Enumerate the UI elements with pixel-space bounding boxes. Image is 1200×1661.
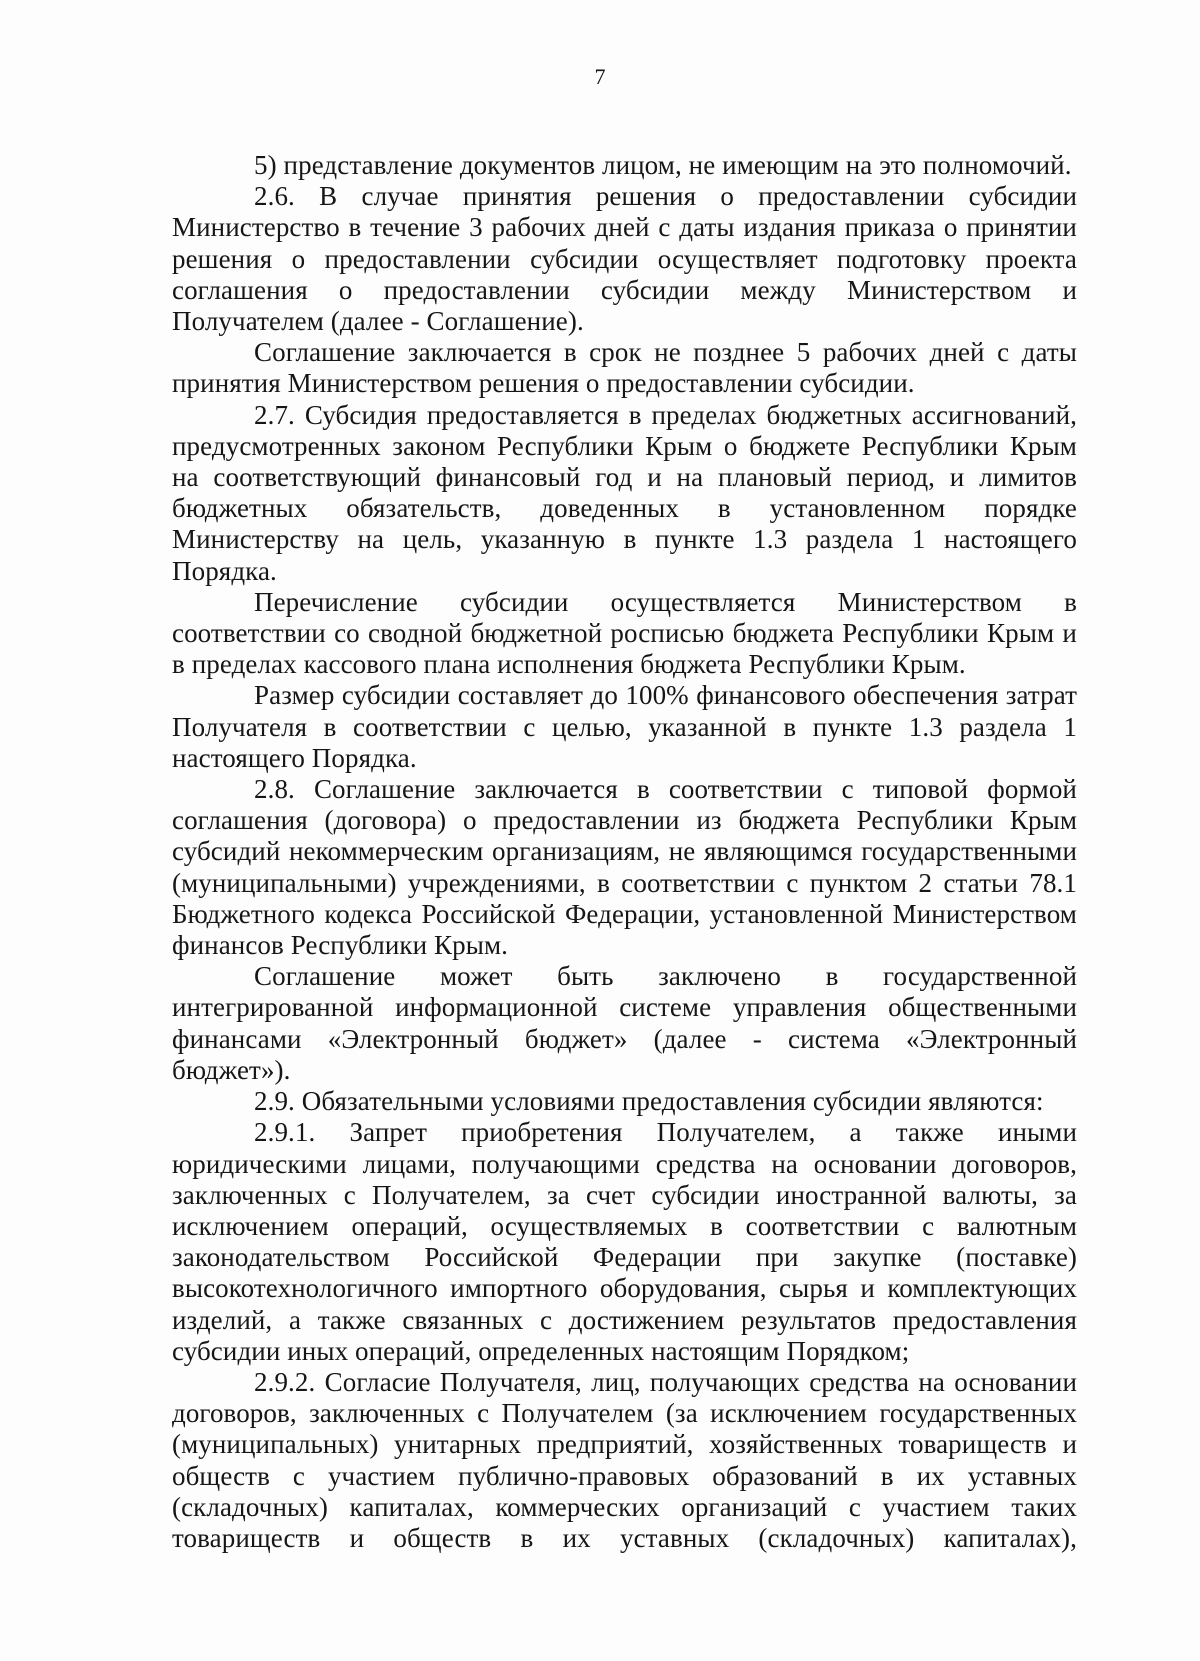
paragraph-2-9-2: 2.9.2. Согласие Получателя, лиц, получающих средства на основании договоров, заключенных с Получателем (за исключением государственных (муниципальных) унитарных предприятий, хозяйственных товариществ и обществ с участием публично-правовых образований в их уставных (складочных) капиталах, коммерческих организаций с участием таких товариществ и обществ в их уставных (складочных) капиталах), bbox=[172, 1366, 1077, 1553]
document-body bbox=[172, 150, 1077, 1554]
paragraph-2-7: 2.7. Субсидия предоставляется в пределах бюджетных ассигнований, предусмотренных законом Республики Крым о бюджете Республики Крым на соответствующий финансовый год и на плановый период, и лимитов бюджетных обязательств, доведенных в установленном порядке Министерству на цель, указанную в пункте 1.3 раздела 1 настоящего Порядка. bbox=[172, 399, 1077, 586]
paragraph-subsidy-size: Размер субсидии составляет до 100% финансового обеспечения затрат Получателя в соответствии с целью, указанной в пункте 1.3 раздела 1 настоящего Порядка. bbox=[172, 680, 1077, 773]
paragraph-2-6: 2.6. В случае принятия решения о предоставлении субсидии Министерство в течение 3 рабочих дней с даты издания приказа о принятии решения о предоставлении субсидии осуществляет подготовку проекта соглашения о предоставлении субсидии между Министерством и Получателем (далее - Соглашение). bbox=[172, 181, 1077, 337]
paragraph-2-9: 2.9. Обязательными условиями предоставления субсидии являются: bbox=[254, 1086, 1044, 1117]
paragraph-transfer: Перечисление субсидии осуществляется Министерством в соответствии со сводной бюджетной росписью бюджета Республики Крым и в пределах кассового плана исполнения бюджета Республики Крым. bbox=[172, 586, 1077, 680]
paragraph-2-9-1: 2.9.1. Запрет приобретения Получателем, а также иными юридическими лицами, получающими средства на основании договоров, заключенных с Получателем, за счет субсидии иностранной валюты, за исключением операций, осуществляемых в соответствии с валютным законодательством Российской Федерации при закупке (поставке) высокотехнологичного импортного оборудования, сырья и комплектующих изделий, а также связанных с достижением результатов предоставления субсидии иных операций, определенных настоящим Порядком; bbox=[172, 1117, 1077, 1366]
page-number: 7 bbox=[594, 64, 606, 89]
paragraph-electronic-budget: Соглашение может быть заключено в государственной интегрированной информационной системе управления общественными финансами «Электронный бюджет» (далее - система «Электронный бюджет»). bbox=[172, 961, 1077, 1085]
paragraph-item-5: 5) представление документов лицом, не имеющим на это полномочий. bbox=[254, 150, 1072, 180]
paragraph-agreement-term: Соглашение заключается в срок не позднее 5 рабочих дней с даты принятия Министерством решения о предоставлении субсидии. bbox=[172, 337, 1077, 399]
paragraph-2-8: 2.8. Соглашение заключается в соответствии с типовой формой соглашения (договора) о предоставлении из бюджета Республики Крым субсидий некоммерческим организациям, не являющимся государственными (муниципальными) учреждениями, в соответствии с пунктом 2 статьи 78.1 Бюджетного кодекса Российской Федерации, установленной Министерством финансов Республики Крым. bbox=[172, 774, 1077, 961]
